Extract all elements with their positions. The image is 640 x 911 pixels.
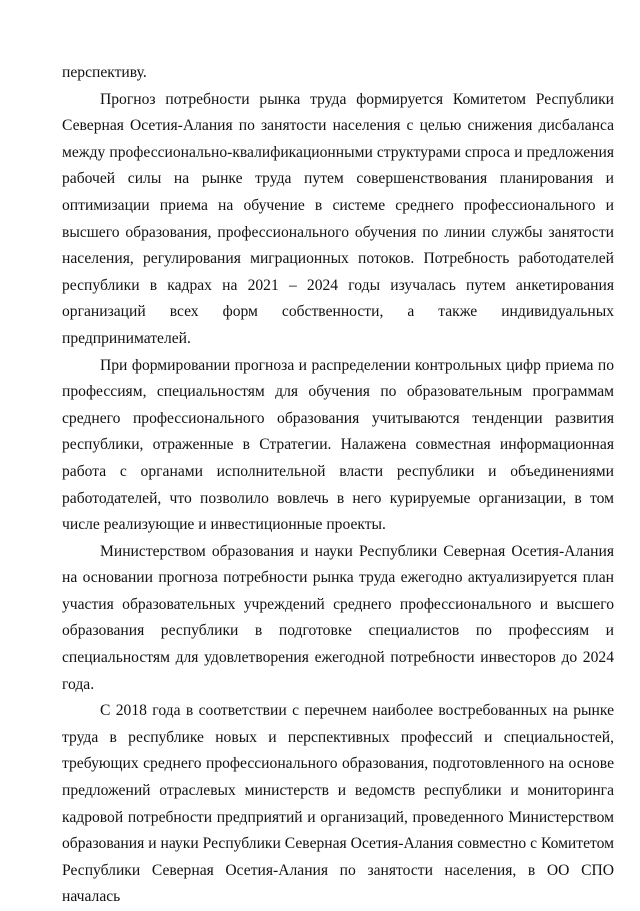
paragraph-continuation: перспективу. — [62, 64, 147, 81]
paragraph-2018-professions: С 2018 года в соответствии с перечнем наиболее востребованных на рынке труда в республике новых и перспективных профессий и специальностей, требующих среднего профессионального образования, подготовленного на основе предложений отраслевых министерств и ведомств республики и мониторинга кадровой потребности предприятий и организаций, проведенного Министерством образования и науки Республики Северная Осетия-Алания совместно с Комитетом Республики Северная Осетия-Алания по занятости населения, в ОО СПО началась — [62, 702, 614, 906]
paragraph-ministry-plan: Министерством образования и науки Республики Северная Осетия-Алания на основании прогноза потребности рынка труда ежегодно актуализируется план участия образовательных учреждений среднего профессионального и высшего образования республики в подготовке специалистов по профессиям и специальностям для удовлетворения ежегодной потребности инвесторов до 2024 года. — [62, 542, 614, 693]
document-body — [62, 60, 614, 911]
paragraph-labor-forecast: Прогноз потребности рынка труда формируется Комитетом Республики Северная Осетия-Алания по занятости населения с целью снижения дисбаланса между профессионально-квалификационными структурами спроса и предложения рабочей силы на рынке труда путем совершенствования планирования и оптимизации приема на обучение в системе среднего профессионального и высшего образования, профессионального обучения по линии службы занятости населения, регулирования миграционных потоков. Потребность работодателей республики в кадрах на 2021 – 2024 годы изучалась путем анкетирования организаций всех форм собственности, а также индивидуальных предпринимателей. — [62, 90, 614, 347]
paragraph-admission-figures: При формировании прогноза и распределении контрольных цифр приема по профессиям, специальностям для обучения по образовательным программам среднего профессионального образования учитываются тенденции развития республики, отраженные в Стратегии. Налажена совместная информационная работа с органами исполнительной власти республики и объединениями работодателей, что позволило вовлечь в него курируемые организации, в том числе реализующие и инвестиционные проекты. — [62, 356, 614, 534]
